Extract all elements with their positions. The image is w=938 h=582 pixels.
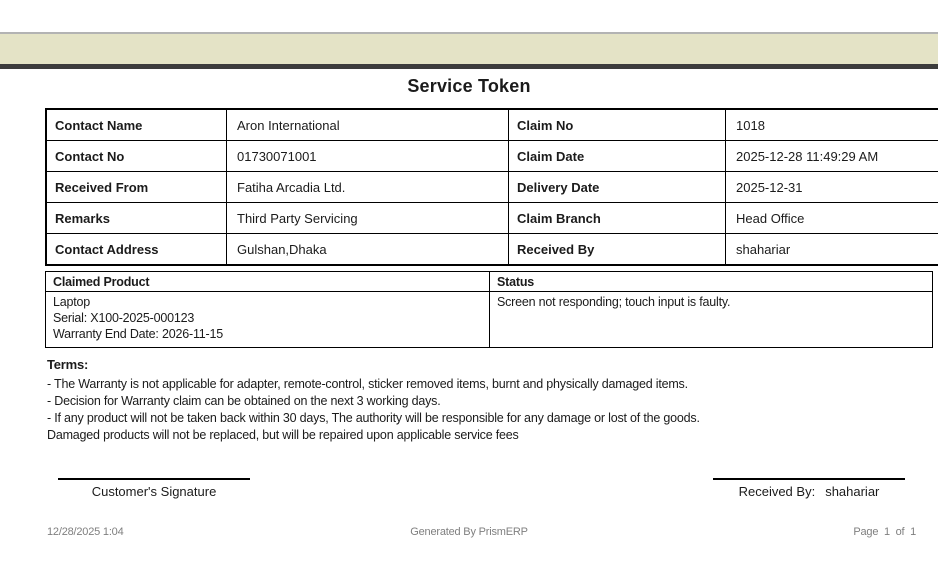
terms-line: - The Warranty is not applicable for adapter, remote-control, sticker removed items, burnt and physically damaged items. (47, 377, 688, 391)
footer-page-info: Page 1 of 1 (853, 526, 916, 538)
product-name-line: Laptop (53, 295, 91, 309)
footer-timestamp: 12/28/2025 1:04 (47, 526, 124, 538)
footer-generated-by: Generated By PrismERP (410, 526, 528, 538)
terms-line: Damaged products will not be replaced, but will be repaired upon applicable service fees (47, 428, 519, 442)
received-from-value: Fatiha Arcadia Ltd. (227, 172, 509, 203)
remarks-label: Remarks (46, 203, 227, 234)
claim-no-value: 1018 (726, 109, 938, 141)
claim-branch-label: Claim Branch (509, 203, 726, 234)
received-by-value: shahariar (726, 234, 938, 266)
product-warranty-line: Warranty End Date: 2026-11-15 (53, 327, 223, 341)
report-footer (0, 526, 938, 540)
terms-line: - If any product will not be taken back within 30 days, The authority will be responsible for any damage or lost of the goods. (47, 411, 700, 425)
received-from-label: Received From (46, 172, 227, 203)
status-cell: Screen not responding; touch input is faulty. (490, 292, 933, 348)
table-row (46, 109, 938, 141)
customer-signature-block (58, 478, 250, 499)
status-header: Status (490, 272, 933, 292)
contact-name-value: Aron International (227, 109, 509, 141)
received-by-name: shahariar (825, 484, 880, 499)
table-row (46, 234, 938, 266)
claimed-product-table (45, 271, 933, 348)
terms-section (47, 357, 912, 444)
terms-heading: Terms: (47, 357, 89, 372)
received-by-signature-label (713, 480, 905, 499)
table-row (46, 172, 938, 203)
claim-no-label: Claim No (509, 109, 726, 141)
contact-address-label: Contact Address (46, 234, 227, 266)
table-row (46, 292, 933, 348)
header-dark-bar (0, 64, 938, 69)
contact-no-label: Contact No (46, 141, 227, 172)
delivery-date-value: 2025-12-31 (726, 172, 938, 203)
customer-signature-label: Customer's Signature (91, 484, 217, 499)
contact-address-value: Gulshan,Dhaka (227, 234, 509, 266)
table-header-row (46, 272, 933, 292)
claim-date-label: Claim Date (509, 141, 726, 172)
remarks-value: Third Party Servicing (227, 203, 509, 234)
contact-name-label: Contact Name (46, 109, 227, 141)
claimed-product-cell (46, 292, 490, 348)
product-serial-line: Serial: X100-2025-000123 (53, 311, 195, 325)
table-row (46, 203, 938, 234)
claim-info-table (45, 108, 938, 266)
received-by-caption: Received By: (738, 484, 816, 499)
claim-branch-value: Head Office (726, 203, 938, 234)
received-by-signature-block (713, 478, 905, 499)
contact-no-value: 01730071001 (227, 141, 509, 172)
header-band (0, 34, 938, 64)
claimed-product-header: Claimed Product (46, 272, 490, 292)
terms-line: - Decision for Warranty claim can be obtained on the next 3 working days. (47, 394, 441, 408)
table-row (46, 141, 938, 172)
received-by-label: Received By (509, 234, 726, 266)
delivery-date-label: Delivery Date (509, 172, 726, 203)
report-title: Service Token (407, 76, 531, 96)
claim-date-value: 2025-12-28 11:49:29 AM (726, 141, 938, 172)
